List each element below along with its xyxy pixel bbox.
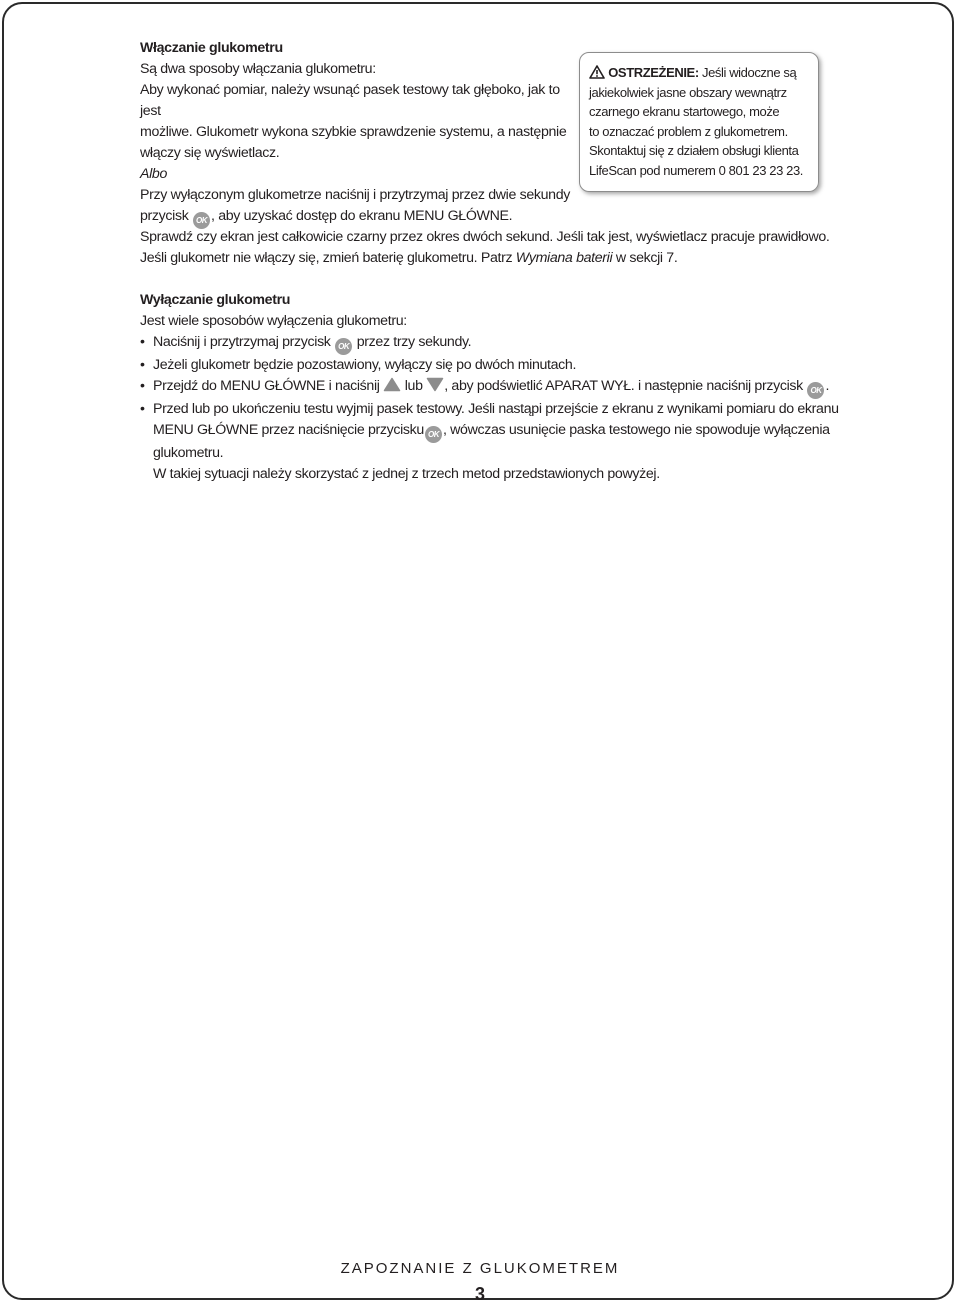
turn-on-line-4: włączy się wyświetlacz. xyxy=(140,145,280,161)
turn-on-section xyxy=(140,38,570,229)
turn-on-line-2: Aby wykonać pomiar, należy wsunąć pasek testowy tak głęboko, jak to jest xyxy=(140,82,560,119)
turn-on-line-6b: , aby uzyskać dostęp do ekranu MENU GŁÓWNE. xyxy=(211,208,513,224)
list-item xyxy=(140,355,840,376)
warning-line-2: jakiekolwiek jasne obszary wewnątrz xyxy=(589,84,787,100)
ok-button-icon: OK xyxy=(193,212,210,229)
turn-on-heading: Włączanie glukometru xyxy=(140,40,283,56)
warning-triangle-icon xyxy=(589,65,605,79)
list-item xyxy=(140,332,840,355)
ok-button-icon: OK xyxy=(807,382,824,399)
bullet-3c: , aby podświetlić APARAT WYŁ. i następnie naciśnij przycisk xyxy=(444,378,803,394)
ok-button-icon: OK xyxy=(425,426,442,443)
bullet-4-line-2b: , wówczas usunięcie paska testowego nie spowoduje wyłączenia glukometru. xyxy=(153,422,830,461)
check-line-2a: Jeśli glukometr nie włączy się, zmień baterię glukometru. Patrz xyxy=(140,250,516,266)
check-line-2 xyxy=(140,248,860,269)
bullet-1b: przez trzy sekundy. xyxy=(356,334,472,350)
bullet-4-line-2a: MENU GŁÓWNE przez naciśnięcie przycisku xyxy=(153,422,424,438)
warning-box xyxy=(579,52,819,192)
turn-on-line-6a: przycisk xyxy=(140,208,189,224)
bullet-3b: lub xyxy=(404,378,423,394)
warning-line-4: to oznaczać problem z glukometrem. xyxy=(589,123,788,139)
bullet-2: Jeżeli glukometr będzie pozostawiony, wyłączy się po dwóch minutach. xyxy=(153,357,577,373)
bullet-3a: Przejdź do MENU GŁÓWNE i naciśnij xyxy=(153,378,380,394)
warning-text-1: Jeśli widoczne są xyxy=(698,65,797,80)
up-arrow-button-icon xyxy=(383,377,401,392)
bullet-3d: . xyxy=(825,378,830,394)
check-line-2-link: Wymiana baterii xyxy=(515,250,613,266)
warning-line-5: Skontaktuj się z działem obsługi klienta xyxy=(589,143,799,158)
turn-off-heading: Wyłączanie glukometru xyxy=(140,292,291,308)
warning-line-1 xyxy=(589,63,810,83)
warning-label: OSTRZEŻENIE: xyxy=(608,65,699,80)
footer-section-title: ZAPOZNANIE Z GLUKOMETREM xyxy=(340,1260,620,1277)
turn-on-line-1: Są dwa sposoby włączania glukometru: xyxy=(140,61,376,77)
turn-on-line-6 xyxy=(140,206,570,229)
turn-on-albo: Albo xyxy=(140,166,167,182)
bullet-4-line-3: W takiej sytuacji należy skorzystać z jednej z trzech metod przedstawionych powyżej. xyxy=(153,466,660,482)
warning-line-6: LifeScan pod numerem 0 801 23 23 23. xyxy=(589,162,803,178)
turn-off-list xyxy=(140,332,840,485)
check-paragraph xyxy=(140,227,860,269)
turn-on-line-5: Przy wyłączonym glukometrze naciśnij i przytrzymaj przez dwie sekundy xyxy=(140,187,570,203)
turn-off-intro: Jest wiele sposobów wyłączenia glukometru: xyxy=(140,313,407,329)
bullet-4-line-2 xyxy=(153,420,840,464)
bullet-1a: Naciśnij i przytrzymaj przycisk xyxy=(153,334,331,350)
check-line-2b: w sekcji 7. xyxy=(612,250,678,266)
bullet-4-line-1: • Przed lub po ukończeniu testu wyjmij pasek testowy. Jeśli nastąpi przejście z ekranu z wynikami pomiaru do ekranu xyxy=(153,401,839,417)
turn-off-section xyxy=(140,290,840,485)
ok-button-icon: OK xyxy=(335,338,352,355)
turn-on-line-3: możliwe. Glukometr wykona szybkie sprawdzenie systemu, a następnie xyxy=(140,124,567,140)
warning-line-3: czarnego ekranu startowego, może xyxy=(589,104,780,119)
list-item xyxy=(140,376,840,399)
check-line-1: Sprawdź czy ekran jest całkowicie czarny przez okres dwóch sekund. Jeśli tak jest, wyświetlacz pracuje prawidłowo. xyxy=(140,229,830,245)
down-arrow-button-icon xyxy=(426,377,444,392)
list-item xyxy=(140,399,840,485)
page-number: 3 xyxy=(474,1284,485,1304)
